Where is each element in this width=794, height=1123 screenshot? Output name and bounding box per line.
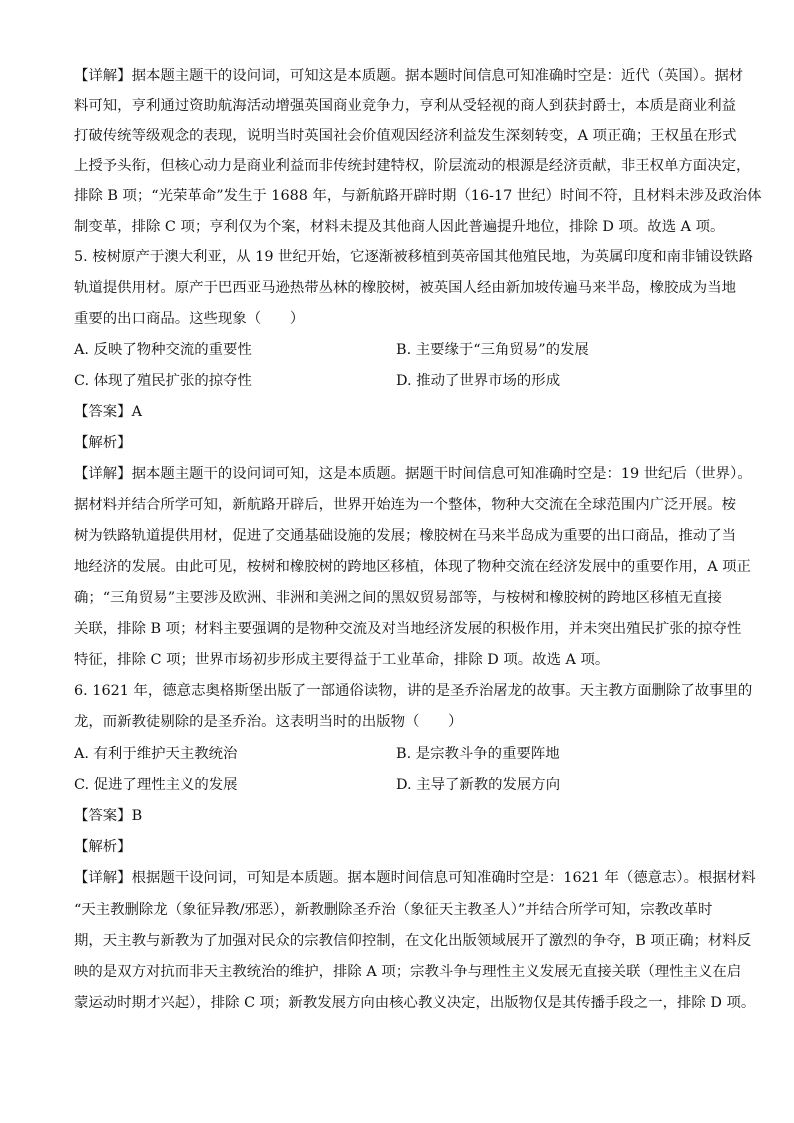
q6-stem-line: 6. 1621 年，德意志奥格斯堡出版了一部通俗读物，讲的是圣乔治屠龙的故事。天主教方面删除了故事里的: [74, 683, 753, 699]
q4-analysis-line: 【详解】据本题主题干的设问词，可知这是本质题。据本题时间信息可知准确时空是：近代（英国）。据材: [74, 68, 744, 84]
q5-stem-line: 重要的出口商品。这些现象（ ）: [74, 311, 305, 327]
q4-analysis-line: 排除 B 项；“光荣革命”发生于 1688 年，与新航路开辟时期（16-17 世纪）时间不符，且材料未涉及政治体: [74, 188, 762, 204]
q5-analysis-line: 据材料并结合所学可知，新航路开辟后，世界开始连为一个整体，物种大交流在全球范围内广泛开展。桉: [74, 497, 736, 513]
q5-answer: 【答案】A: [74, 404, 142, 420]
q5-analysis-line: 树为铁路轨道提供用材，促进了交通基础设施的发展；橡胶树在马来半岛成为重要的出口商品，推动了当: [74, 528, 736, 544]
q5-analysis-line: 特征，排除 C 项；世界市场初步形成主要得益于工业革命，排除 D 项。故选 A 项。: [74, 652, 610, 668]
q4-analysis-line: 打破传统等级观念的表现，说明当时英国社会价值观因经济利益发生深刻转变，A 项正确；王权虽在形式: [74, 128, 737, 144]
q5-option-b: B. 主要缘于“三角贸易”的发展: [396, 342, 589, 358]
q6-option-d: D. 主导了新教的发展方向: [396, 777, 561, 793]
q4-analysis-line: 上授予头衔，但核心动力是商业利益而非传统封建特权，阶层流动的根源是经济贡献，非王权单方面决定，: [74, 158, 751, 174]
q5-stem-line: 5. 桉树原产于澳大利亚，从 19 世纪开始，它逐渐被移植到英帝国其他殖民地，为英属印度和南非铺设铁路: [74, 249, 753, 265]
q6-analysis-line: 蒙运动时期才兴起），排除 C 项；新教发展方向由核心教义决定，出版物仅是其传播手段之一，排除 D 项。: [74, 995, 756, 1011]
q6-analysis-line: 【详解】根据题干设问词，可知是本质题。据本题时间信息可知准确时空是：1621 年（德意志）。根据材料: [74, 870, 756, 886]
q4-analysis-line: 制变革，排除 C 项；亨利仅为个案，材料未提及其他商人因此普遍提升地位，排除 D 项。故选 A 项。: [74, 219, 725, 235]
q5-analysis-line: 确；“三角贸易”主要涉及欧洲、非洲和美洲之间的黑奴贸易部等，与桉树和橡胶树的跨地区移植无直接: [74, 590, 722, 606]
q5-analysis-label: 【解析】: [74, 435, 132, 451]
q5-analysis-line: 地经济的发展。由此可见，桉树和橡胶树的跨地区移植，体现了物种交流在经济发展中的重要作用，A 项正: [74, 559, 751, 575]
q6-option-a: A. 有利于维护天主教统治: [74, 746, 238, 762]
q5-options-row-1: [74, 340, 764, 362]
q6-option-c: C. 促进了理性主义的发展: [74, 777, 238, 793]
q6-option-b: B. 是宗教斗争的重要阵地: [396, 746, 560, 762]
q6-analysis-line: “天主教删除龙（象征异教/邪恶），新教删除圣乔治（象征天主教圣人）”并结合所学可知，宗教改革时: [74, 902, 713, 918]
q5-stem-line: 轨道提供用材。原产于巴西亚马逊热带丛林的橡胶树，被英国人经由新加坡传遍马来半岛，橡胶成为当地: [74, 280, 736, 296]
q6-stem-line: 龙，而新教徒剔除的是圣乔治。这表明当时的出版物（ ）: [74, 714, 463, 730]
q5-analysis-line: 关联，排除 B 项；材料主要强调的是物种交流及对当地经济发展的积极作用，并未突出殖民扩张的掠夺性: [74, 621, 742, 637]
q6-answer: 【答案】B: [74, 808, 143, 824]
q6-analysis-line: 映的是双方对抗而非天主教统治的维护，排除 A 项；宗教斗争与理性主义发展无直接关联（理性主义在启: [74, 964, 742, 980]
q4-analysis-line: 料可知，亨利通过资助航海活动增强英国商业竞争力，亨利从受轻视的商人到获封爵士，本质是商业利益: [74, 98, 736, 114]
q5-options-row-2: [74, 371, 764, 393]
q6-options-row-1: [74, 744, 764, 766]
q5-option-d: D. 推动了世界市场的形成: [396, 373, 561, 389]
q6-analysis-line: 期，天主教与新教为了加强对民众的宗教信仰控制，在文化出版领域展开了激烈的争夺，B 项正确；材料反: [74, 933, 752, 949]
q6-analysis-label: 【解析】: [74, 839, 132, 855]
q5-analysis-line: 【详解】据本题主题干的设问词可知，这是本质题。据题干时间信息可知准确时空是：19 世纪后（世界）。: [74, 466, 752, 482]
q6-options-row-2: [74, 775, 764, 797]
q5-option-a: A. 反映了物种交流的重要性: [74, 342, 252, 358]
q5-option-c: C. 体现了殖民扩张的掠夺性: [74, 373, 252, 389]
